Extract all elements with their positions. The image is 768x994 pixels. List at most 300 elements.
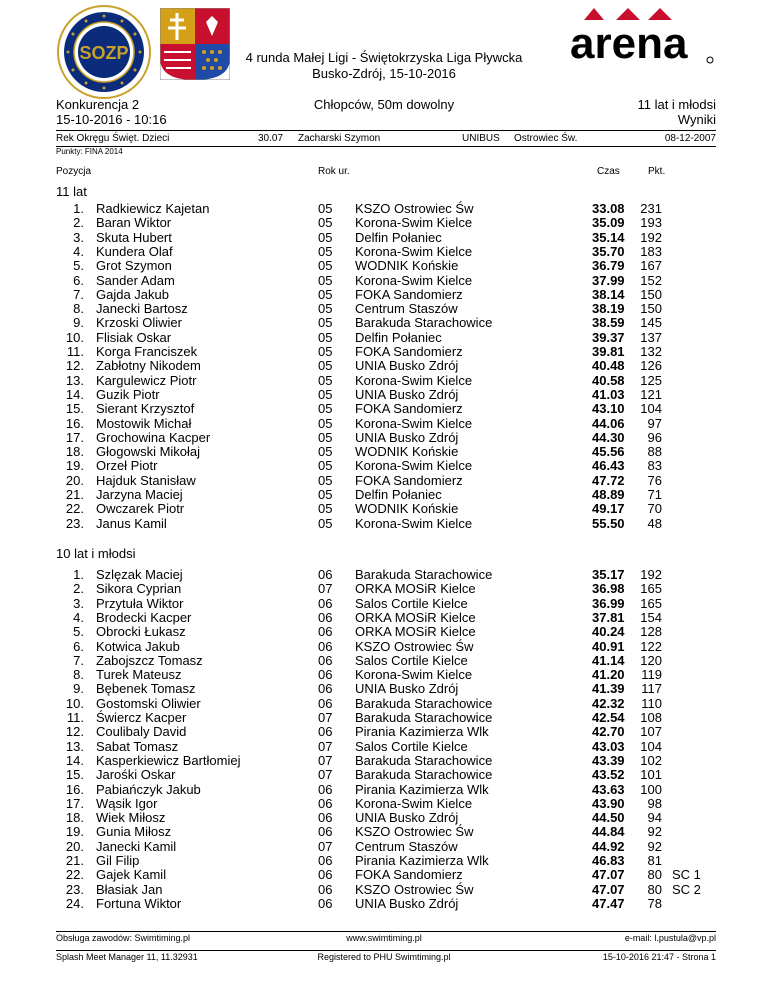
birth-year: 05 <box>318 286 333 302</box>
position: 17. <box>65 795 84 811</box>
swimmer-name: Bębenek Tomasz <box>96 681 196 697</box>
swimmer-name: Kotwica Jakub <box>96 638 180 654</box>
competition-location-date: Busko-Zdrój, 15-10-2016 <box>312 66 456 81</box>
result-time: 38.59 <box>592 315 625 331</box>
position: 19. <box>65 824 84 840</box>
position: 4. <box>73 243 84 259</box>
fina-points: 104 <box>640 401 662 417</box>
result-time: 44.84 <box>592 824 625 840</box>
club-name: WODNIK Końskie <box>355 258 459 274</box>
result-time: 46.43 <box>592 458 625 474</box>
table-row <box>0 417 768 431</box>
position: 17. <box>65 429 84 445</box>
record-city: Ostrowiec Św. <box>514 133 578 144</box>
table-row <box>0 711 768 725</box>
birth-year: 07 <box>318 710 333 725</box>
result-time: 40.48 <box>592 358 625 374</box>
table-row <box>0 345 768 359</box>
club-name: UNIA Busko Zdrój <box>355 429 459 445</box>
table-row <box>0 697 768 711</box>
swimmer-name: Jarośki Oskar <box>96 767 176 783</box>
swimmer-name: Skuta Hubert <box>96 229 172 245</box>
table-row <box>0 259 768 273</box>
club-name: KSZO Ostrowiec Św <box>355 881 474 897</box>
fina-points: 193 <box>640 215 662 231</box>
birth-year: 05 <box>318 501 333 517</box>
club-name: KSZO Ostrowiec Św <box>355 201 474 216</box>
swimmer-name: Coulibaly David <box>96 724 187 740</box>
swimmer-name: Janecki Kamil <box>96 838 177 854</box>
result-time: 40.58 <box>592 372 625 388</box>
result-time: 47.47 <box>592 895 625 911</box>
table-row <box>0 754 768 768</box>
birth-year: 05 <box>318 344 333 359</box>
result-time: 35.70 <box>592 243 625 259</box>
club-name: Barakuda Starachowice <box>355 767 493 783</box>
position: 22. <box>65 867 84 883</box>
result-time: 41.03 <box>592 386 625 402</box>
event-age-group: 11 lat i młodsi <box>637 97 716 112</box>
swimmer-name: Guzik Piotr <box>96 386 160 402</box>
club-name: Pirania Kazimierza Wlk <box>355 724 489 740</box>
table-row <box>0 502 768 516</box>
result-time: 37.81 <box>592 609 625 625</box>
birth-year: 06 <box>318 810 333 826</box>
swimmer-name: Owczarek Piotr <box>96 501 185 517</box>
swimmer-name: Brodecki Kacper <box>96 609 192 625</box>
result-time: 47.07 <box>592 881 625 897</box>
record-holder: Zacharski Szymon <box>298 133 381 144</box>
position: 3. <box>73 595 84 611</box>
divider <box>56 146 716 147</box>
birth-year: 07 <box>318 752 333 768</box>
result-time: 40.24 <box>592 624 625 640</box>
points-note: Punkty: FINA 2014 <box>56 147 123 156</box>
fina-points: 78 <box>647 895 662 911</box>
fina-points: 80 <box>647 867 662 883</box>
result-time: 41.39 <box>592 681 625 697</box>
table-row <box>0 625 768 639</box>
position: 9. <box>73 315 84 331</box>
birth-year: 05 <box>318 229 333 245</box>
club-name: Salos Cortile Kielce <box>355 652 468 668</box>
fina-points: 108 <box>640 710 662 725</box>
position: 10. <box>65 329 84 345</box>
result-time: 55.50 <box>592 515 625 531</box>
footer-website: www.swimtiming.pl <box>346 933 422 943</box>
result-time: 47.07 <box>592 867 625 883</box>
position: 15. <box>65 401 84 417</box>
table-row <box>0 331 768 345</box>
fina-points: 122 <box>640 638 662 654</box>
position: 6. <box>73 272 84 288</box>
club-name: FOKA Sandomierz <box>355 286 463 302</box>
club-name: WODNIK Końskie <box>355 444 459 460</box>
column-header-yob: Rok ur. <box>318 166 350 177</box>
birth-year: 06 <box>318 695 333 711</box>
table-row <box>0 517 768 531</box>
club-name: Korona-Swim Kielce <box>355 272 473 288</box>
club-name: Delfin Połaniec <box>355 329 442 345</box>
club-name: FOKA Sandomierz <box>355 344 463 359</box>
birth-year: 05 <box>318 386 333 402</box>
result-time: 44.30 <box>592 429 625 445</box>
fina-points: 167 <box>640 258 662 274</box>
table-row <box>0 202 768 216</box>
swimmer-name: Mostowik Michał <box>96 415 192 431</box>
birth-year: 05 <box>318 515 333 531</box>
fina-points: 192 <box>640 567 662 582</box>
table-row <box>0 668 768 682</box>
tie-note: SC 1 <box>672 867 701 883</box>
swimmer-name: Zabojszcz Tomasz <box>96 652 203 668</box>
birth-year: 06 <box>318 652 333 668</box>
club-name: FOKA Sandomierz <box>355 867 463 883</box>
club-name: Korona-Swim Kielce <box>355 795 473 811</box>
birth-year: 06 <box>318 824 333 840</box>
club-name: WODNIK Końskie <box>355 501 459 517</box>
club-name: Centrum Staszów <box>355 301 458 317</box>
birth-year: 06 <box>318 667 333 683</box>
fina-points: 128 <box>640 624 662 640</box>
table-row <box>0 459 768 473</box>
table-row <box>0 302 768 316</box>
position: 22. <box>65 501 84 517</box>
fina-points: 80 <box>647 881 662 897</box>
record-club: UNIBUS <box>462 133 500 144</box>
table-row <box>0 374 768 388</box>
result-time: 44.50 <box>592 810 625 826</box>
competition-title: 4 runda Małej Ligi - Świętokrzyska Liga Pływcka <box>245 50 523 65</box>
result-time: 40.91 <box>592 638 625 654</box>
birth-year: 05 <box>318 301 333 317</box>
birth-year: 06 <box>318 609 333 625</box>
position: 13. <box>65 738 84 754</box>
position: 15. <box>65 767 84 783</box>
birth-year: 05 <box>318 272 333 288</box>
swimmer-name: Sabat Tomasz <box>96 738 179 754</box>
table-row <box>0 445 768 459</box>
result-time: 45.56 <box>592 444 625 460</box>
club-name: Barakuda Starachowice <box>355 752 493 768</box>
swimmer-name: Wąsik Igor <box>96 795 158 811</box>
swimmer-name: Kundera Olaf <box>96 243 173 259</box>
group-title: 10 lat i młodsi <box>56 546 136 561</box>
table-row <box>0 740 768 754</box>
position: 10. <box>65 695 84 711</box>
club-name: Pirania Kazimierza Wlk <box>355 781 489 797</box>
birth-year: 05 <box>318 487 333 502</box>
svg-text:SOZP: SOZP <box>79 43 129 63</box>
result-time: 42.54 <box>592 710 625 725</box>
result-time: 42.70 <box>592 724 625 740</box>
table-row <box>0 388 768 402</box>
swimmer-name: Wiek Miłosz <box>96 810 166 826</box>
club-name: Barakuda Starachowice <box>355 315 493 331</box>
swimmer-name: Głogowski Mikołaj <box>96 444 201 460</box>
fina-points: 104 <box>640 738 662 754</box>
result-time: 48.89 <box>592 487 625 502</box>
swimmer-name: Kargulewicz Piotr <box>96 372 197 388</box>
fina-points: 107 <box>640 724 662 740</box>
table-row <box>0 640 768 654</box>
birth-year: 05 <box>318 315 333 331</box>
birth-year: 05 <box>318 429 333 445</box>
swimmer-name: Przytuła Wiktor <box>96 595 184 611</box>
fina-points: 120 <box>640 652 662 668</box>
club-name: Korona-Swim Kielce <box>355 415 473 431</box>
club-name: Delfin Połaniec <box>355 487 442 502</box>
table-row <box>0 883 768 897</box>
table-row <box>0 316 768 330</box>
table-row <box>0 359 768 373</box>
column-header-points: Pkt. <box>648 166 666 177</box>
result-time: 41.20 <box>592 667 625 683</box>
result-time: 44.06 <box>592 415 625 431</box>
position: 7. <box>73 286 84 302</box>
birth-year: 05 <box>318 258 333 274</box>
club-name: ORKA MOSiR Kielce <box>355 581 476 597</box>
swimmer-name: Flisiak Oskar <box>96 329 172 345</box>
table-row <box>0 611 768 625</box>
birth-year: 05 <box>318 458 333 474</box>
table-row <box>0 682 768 696</box>
table-row <box>0 582 768 596</box>
record-label: Rek Okręgu Święt. Dzieci <box>56 133 170 144</box>
result-time: 43.39 <box>592 752 625 768</box>
position: 2. <box>73 581 84 597</box>
swimmer-name: Szlęzak Maciej <box>96 567 183 582</box>
birth-year: 07 <box>318 581 333 597</box>
birth-year: 06 <box>318 567 333 582</box>
result-time: 43.90 <box>592 795 625 811</box>
result-time: 36.99 <box>592 595 625 611</box>
footer-registration: Registered to PHU Swimtiming.pl <box>317 952 451 962</box>
club-name: Pirania Kazimierza Wlk <box>355 853 489 868</box>
table-row <box>0 474 768 488</box>
footer-page-info: 15-10-2016 21:47 - Strona 1 <box>602 952 716 962</box>
birth-year: 07 <box>318 767 333 783</box>
fina-points: 71 <box>647 487 662 502</box>
result-time: 36.79 <box>592 258 625 274</box>
club-name: ORKA MOSiR Kielce <box>355 609 476 625</box>
table-row <box>0 288 768 302</box>
fina-points: 125 <box>640 372 662 388</box>
position: 23. <box>65 515 84 531</box>
swimmer-name: Janus Kamil <box>96 515 167 531</box>
position: 16. <box>65 781 84 797</box>
club-name: Barakuda Starachowice <box>355 710 493 725</box>
fina-points: 88 <box>647 444 662 460</box>
position: 8. <box>73 301 84 317</box>
swimmer-name: Gunia Miłosz <box>96 824 172 840</box>
birth-year: 06 <box>318 624 333 640</box>
birth-year: 05 <box>318 472 333 488</box>
swimmer-name: Świercz Kacper <box>96 710 187 725</box>
table-row <box>0 725 768 739</box>
table-row <box>0 797 768 811</box>
fina-points: 97 <box>647 415 662 431</box>
position: 20. <box>65 472 84 488</box>
position: 24. <box>65 895 84 911</box>
record-date: 08-12-2007 <box>664 133 716 144</box>
fina-points: 117 <box>641 681 662 697</box>
position: 18. <box>65 810 84 826</box>
event-description: Chłopców, 50m dowolny <box>313 97 455 112</box>
result-time: 42.32 <box>592 695 625 711</box>
position: 3. <box>73 229 84 245</box>
club-name: Korona-Swim Kielce <box>355 458 473 474</box>
birth-year: 06 <box>318 638 333 654</box>
birth-year: 05 <box>318 201 333 216</box>
table-row <box>0 488 768 502</box>
position: 7. <box>73 652 84 668</box>
footer-email: e-mail: l.pustula@vp.pl <box>624 933 716 943</box>
birth-year: 05 <box>318 401 333 417</box>
position: 5. <box>73 624 84 640</box>
result-time: 43.10 <box>592 401 625 417</box>
result-time: 39.37 <box>592 329 625 345</box>
result-time: 46.83 <box>592 853 625 868</box>
result-time: 37.99 <box>592 272 625 288</box>
club-name: Barakuda Starachowice <box>355 567 493 582</box>
club-name: Salos Cortile Kielce <box>355 595 468 611</box>
table-row <box>0 597 768 611</box>
club-name: Centrum Staszów <box>355 838 458 854</box>
swimmer-name: Błasiak Jan <box>96 881 163 897</box>
birth-year: 07 <box>318 738 333 754</box>
club-name: FOKA Sandomierz <box>355 401 463 417</box>
table-row <box>0 768 768 782</box>
swimmer-name: Janecki Bartosz <box>96 301 188 317</box>
result-time: 49.17 <box>592 501 625 517</box>
position: 13. <box>65 372 84 388</box>
result-time: 43.03 <box>592 738 625 754</box>
fina-points: 100 <box>640 781 662 797</box>
swimmer-name: Zabłotny Nikodem <box>96 358 201 374</box>
birth-year: 05 <box>318 444 333 460</box>
position: 9. <box>73 681 84 697</box>
club-name: UNIA Busko Zdrój <box>355 681 459 697</box>
swimmer-name: Sander Adam <box>96 272 175 288</box>
table-row <box>0 654 768 668</box>
club-name: Korona-Swim Kielce <box>355 215 473 231</box>
swimmer-name: Pabiańczyk Jakub <box>96 781 201 797</box>
result-time: 35.09 <box>592 215 625 231</box>
birth-year: 05 <box>318 415 333 431</box>
table-row <box>0 783 768 797</box>
fina-points: 101 <box>640 767 662 783</box>
event-result-label: Wyniki <box>677 112 716 127</box>
birth-year: 06 <box>318 881 333 897</box>
birth-year: 05 <box>318 243 333 259</box>
club-name: ORKA MOSiR Kielce <box>355 624 476 640</box>
footer-software: Splash Meet Manager 11, 11.32931 <box>56 952 198 962</box>
fina-points: 96 <box>647 429 662 445</box>
table-row <box>0 216 768 230</box>
table-row <box>0 840 768 854</box>
birth-year: 07 <box>318 838 333 854</box>
position: 21. <box>65 853 84 868</box>
fina-points: 126 <box>640 358 662 374</box>
birth-year: 05 <box>318 358 333 374</box>
result-time: 38.19 <box>592 301 625 317</box>
swimmer-name: Gil Filip <box>96 853 140 868</box>
position: 6. <box>73 638 84 654</box>
club-name: FOKA Sandomierz <box>355 472 463 488</box>
table-row <box>0 868 768 882</box>
fina-points: 154 <box>640 609 662 625</box>
result-time: 35.14 <box>592 229 625 245</box>
fina-points: 102 <box>640 752 662 768</box>
swimmer-name: Turek Mateusz <box>96 667 182 683</box>
fina-points: 145 <box>640 315 662 331</box>
position: 14. <box>65 386 84 402</box>
fina-points: 165 <box>640 595 662 611</box>
result-time: 43.52 <box>592 767 625 783</box>
position: 14. <box>65 752 84 768</box>
swimmer-name: Sierant Krzysztof <box>96 401 195 417</box>
position: 18. <box>65 444 84 460</box>
swimmer-name: Kasperkiewicz Bartłomiej <box>96 752 241 768</box>
fina-points: 83 <box>647 458 662 474</box>
birth-year: 05 <box>318 215 333 231</box>
fina-points: 183 <box>640 243 662 259</box>
swimmer-name: Jarzyna Maciej <box>96 487 183 502</box>
position: 1. <box>73 567 84 582</box>
fina-points: 231 <box>640 201 662 216</box>
column-header-position: Pozycja <box>56 166 92 177</box>
position: 2. <box>73 215 84 231</box>
position: 1. <box>73 201 84 216</box>
fina-points: 137 <box>640 329 662 345</box>
club-name: KSZO Ostrowiec Św <box>355 638 474 654</box>
position: 19. <box>65 458 84 474</box>
position: 11. <box>66 344 84 359</box>
club-name: Korona-Swim Kielce <box>355 515 473 531</box>
club-name: UNIA Busko Zdrój <box>355 810 459 826</box>
fina-points: 119 <box>641 667 662 683</box>
position: 20. <box>65 838 84 854</box>
result-time: 38.14 <box>592 286 625 302</box>
table-row <box>0 431 768 445</box>
swimmer-name: Gostomski Oliwier <box>96 695 201 711</box>
result-time: 43.63 <box>592 781 625 797</box>
fina-points: 98 <box>647 795 662 811</box>
fina-points: 94 <box>647 810 662 826</box>
birth-year: 05 <box>318 372 333 388</box>
table-row <box>0 897 768 911</box>
fina-points: 192 <box>640 229 662 245</box>
birth-year: 06 <box>318 681 333 697</box>
birth-year: 06 <box>318 853 333 868</box>
club-name: UNIA Busko Zdrój <box>355 358 459 374</box>
position: 12. <box>65 724 84 740</box>
fina-points: 76 <box>647 472 662 488</box>
club-name: Korona-Swim Kielce <box>355 372 473 388</box>
club-name: UNIA Busko Zdrój <box>355 386 459 402</box>
birth-year: 06 <box>318 595 333 611</box>
position: 12. <box>65 358 84 374</box>
club-name: Korona-Swim Kielce <box>355 243 473 259</box>
fina-points: 92 <box>647 838 662 854</box>
position: 21. <box>65 487 84 502</box>
svg-text:arena: arena <box>570 19 688 68</box>
fina-points: 150 <box>640 286 662 302</box>
swimmer-name: Gajek Kamil <box>96 867 167 883</box>
birth-year: 06 <box>318 724 333 740</box>
position: 16. <box>65 415 84 431</box>
